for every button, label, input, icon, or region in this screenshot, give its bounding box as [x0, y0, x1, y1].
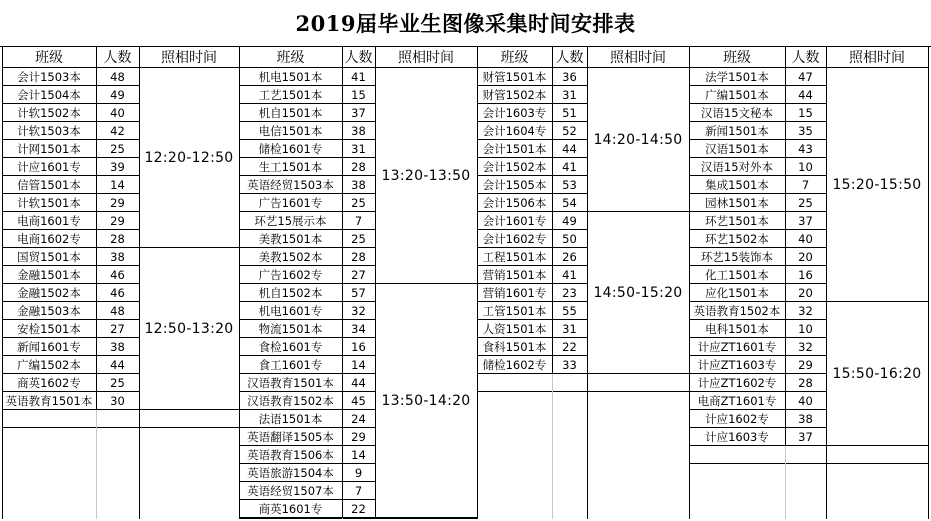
table-column-border	[375, 46, 376, 519]
class-name-cell: 电商ZT1601专	[689, 392, 785, 410]
class-name-cell: 汉语1501本	[689, 140, 785, 158]
class-name-cell: 电商1602专	[2, 230, 96, 248]
student-count-cell: 15	[785, 104, 826, 122]
table-column-border	[2, 46, 3, 519]
student-count-cell: 28	[785, 374, 826, 392]
student-count-cell: 32	[785, 302, 826, 320]
class-name-cell: 会计1505本	[477, 176, 552, 194]
header-class: 班级	[689, 47, 785, 68]
student-count-cell: 49	[96, 86, 139, 104]
header-time: 照相时间	[826, 47, 928, 68]
student-count-cell: 29	[96, 194, 139, 212]
class-name-cell: 物流1501本	[239, 320, 342, 338]
student-count-cell: 45	[342, 392, 375, 410]
empty-cell	[2, 410, 139, 428]
student-count-cell: 7	[785, 176, 826, 194]
student-count-cell: 14	[96, 176, 139, 194]
class-name-cell: 金融1502本	[2, 284, 96, 302]
empty-cell	[689, 446, 826, 464]
class-name-cell: 计应1601专	[2, 158, 96, 176]
empty-cell	[239, 518, 375, 519]
student-count-cell: 22	[552, 338, 587, 356]
class-name-cell: 食检1601专	[239, 338, 342, 356]
table-column-border	[785, 446, 786, 519]
student-count-cell: 20	[785, 284, 826, 302]
student-count-cell: 36	[552, 68, 587, 86]
student-count-cell: 29	[96, 212, 139, 230]
class-name-cell: 广编1502本	[2, 356, 96, 374]
class-name-cell: 会计1602专	[477, 230, 552, 248]
student-count-cell: 29	[785, 356, 826, 374]
class-name-cell: 机电1601专	[239, 302, 342, 320]
student-count-cell: 14	[342, 446, 375, 464]
student-count-cell: 37	[785, 428, 826, 446]
student-count-cell: 27	[342, 266, 375, 284]
class-name-cell: 计应1603专	[689, 428, 785, 446]
class-name-cell: 汉语教育1502本	[239, 392, 342, 410]
class-name-cell: 会计1504本	[2, 86, 96, 104]
class-name-cell: 新闻1601专	[2, 338, 96, 356]
header-class: 班级	[2, 47, 96, 68]
class-name-cell: 会计1503本	[2, 68, 96, 86]
class-name-cell: 计网1501本	[2, 140, 96, 158]
class-name-cell: 法语1501本	[239, 410, 342, 428]
empty-cell	[375, 518, 477, 519]
student-count-cell: 40	[785, 392, 826, 410]
student-count-cell: 40	[785, 230, 826, 248]
student-count-cell: 41	[342, 68, 375, 86]
class-name-cell: 会计1601专	[477, 212, 552, 230]
header-class: 班级	[477, 47, 552, 68]
student-count-cell: 34	[342, 320, 375, 338]
student-count-cell: 38	[96, 338, 139, 356]
student-count-cell: 40	[96, 104, 139, 122]
class-name-cell: 广告1601专	[239, 194, 342, 212]
student-count-cell: 48	[96, 68, 139, 86]
student-count-cell: 25	[785, 194, 826, 212]
time-slot-cell: 14:50-15:20	[587, 212, 689, 374]
student-count-cell: 16	[342, 338, 375, 356]
class-name-cell: 储检1601专	[239, 140, 342, 158]
time-slot-cell: 13:50-14:20	[375, 284, 477, 518]
table-column-border	[96, 46, 97, 410]
time-slot-cell: 12:50-13:20	[139, 248, 239, 410]
class-name-cell: 英语经贸1503本	[239, 176, 342, 194]
table-column-border	[342, 46, 343, 518]
header-time: 照相时间	[139, 47, 239, 68]
class-name-cell: 计应1602专	[689, 410, 785, 428]
time-slot-cell: 15:50-16:20	[826, 302, 928, 446]
class-name-cell: 电科1501本	[689, 320, 785, 338]
class-name-cell: 广编1501本	[689, 86, 785, 104]
student-count-cell: 28	[342, 158, 375, 176]
class-name-cell: 食科1501本	[477, 338, 552, 356]
class-name-cell: 集成1501本	[689, 176, 785, 194]
student-count-cell: 44	[552, 140, 587, 158]
class-name-cell: 英语教育1502本	[689, 302, 785, 320]
header-count: 人数	[552, 47, 587, 68]
class-name-cell: 营销1601专	[477, 284, 552, 302]
student-count-cell: 29	[342, 428, 375, 446]
student-count-cell: 7	[342, 482, 375, 500]
student-count-cell: 10	[785, 320, 826, 338]
student-count-cell: 22	[342, 500, 375, 518]
student-count-cell: 30	[96, 392, 139, 410]
student-count-cell: 49	[552, 212, 587, 230]
student-count-cell: 50	[552, 230, 587, 248]
student-count-cell: 38	[342, 122, 375, 140]
student-count-cell: 48	[96, 302, 139, 320]
table-column-border	[785, 46, 786, 446]
class-name-cell: 广告1602专	[239, 266, 342, 284]
student-count-cell: 25	[342, 194, 375, 212]
empty-cell	[587, 374, 689, 392]
table-column-border	[587, 46, 588, 519]
class-name-cell: 化工1501本	[689, 266, 785, 284]
student-count-cell: 28	[96, 230, 139, 248]
class-name-cell: 会计1604专	[477, 122, 552, 140]
student-count-cell: 42	[96, 122, 139, 140]
header-count: 人数	[96, 47, 139, 68]
student-count-cell: 15	[342, 86, 375, 104]
table-column-border	[96, 410, 97, 519]
student-count-cell: 28	[342, 248, 375, 266]
header-time: 照相时间	[375, 47, 477, 68]
table-column-border	[552, 374, 553, 519]
class-name-cell: 计应ZT1601专	[689, 338, 785, 356]
student-count-cell: 54	[552, 194, 587, 212]
class-name-cell: 计软1501本	[2, 194, 96, 212]
student-count-cell: 41	[552, 266, 587, 284]
class-name-cell: 工艺1501本	[239, 86, 342, 104]
student-count-cell: 46	[96, 266, 139, 284]
student-count-cell: 10	[785, 158, 826, 176]
class-name-cell: 会计1603专	[477, 104, 552, 122]
class-name-cell: 汉语15对外本	[689, 158, 785, 176]
student-count-cell: 46	[96, 284, 139, 302]
student-count-cell: 31	[552, 86, 587, 104]
class-name-cell: 园林1501本	[689, 194, 785, 212]
student-count-cell: 25	[342, 230, 375, 248]
class-name-cell: 会计1501本	[477, 140, 552, 158]
student-count-cell: 32	[785, 338, 826, 356]
class-name-cell: 计软1503本	[2, 122, 96, 140]
table-column-border	[928, 46, 929, 519]
class-name-cell: 机电1501本	[239, 68, 342, 86]
header-count: 人数	[342, 47, 375, 68]
class-name-cell: 工程1501本	[477, 248, 552, 266]
student-count-cell: 43	[785, 140, 826, 158]
header-time: 照相时间	[587, 47, 689, 68]
student-count-cell: 47	[785, 68, 826, 86]
student-count-cell: 57	[342, 284, 375, 302]
student-count-cell: 51	[552, 104, 587, 122]
table-column-border	[239, 46, 240, 519]
class-name-cell: 汉语教育1501本	[239, 374, 342, 392]
table-column-border	[477, 46, 478, 519]
class-name-cell: 储检1602专	[477, 356, 552, 374]
header-class: 班级	[239, 47, 342, 68]
student-count-cell: 53	[552, 176, 587, 194]
student-count-cell: 44	[342, 374, 375, 392]
class-name-cell: 计软1502本	[2, 104, 96, 122]
student-count-cell: 24	[342, 410, 375, 428]
header-count: 人数	[785, 47, 826, 68]
class-name-cell: 新闻1501本	[689, 122, 785, 140]
class-name-cell: 金融1503本	[2, 302, 96, 320]
class-name-cell: 电信1501本	[239, 122, 342, 140]
student-count-cell: 44	[96, 356, 139, 374]
class-name-cell: 美教1501本	[239, 230, 342, 248]
class-name-cell: 人资1501本	[477, 320, 552, 338]
class-name-cell: 安检1501本	[2, 320, 96, 338]
class-name-cell: 环艺15装饰本	[689, 248, 785, 266]
student-count-cell: 27	[96, 320, 139, 338]
student-count-cell: 38	[785, 410, 826, 428]
student-count-cell: 25	[96, 374, 139, 392]
student-count-cell: 55	[552, 302, 587, 320]
student-count-cell: 35	[785, 122, 826, 140]
class-name-cell: 英语旅游1504本	[239, 464, 342, 482]
student-count-cell: 37	[342, 104, 375, 122]
class-name-cell: 美教1502本	[239, 248, 342, 266]
time-slot-cell: 13:20-13:50	[375, 68, 477, 284]
student-count-cell: 14	[342, 356, 375, 374]
class-name-cell: 机自1502本	[239, 284, 342, 302]
class-name-cell: 英语翻译1505本	[239, 428, 342, 446]
class-name-cell: 环艺1501本	[689, 212, 785, 230]
class-name-cell: 食工1601专	[239, 356, 342, 374]
student-count-cell: 39	[96, 158, 139, 176]
student-count-cell: 7	[342, 212, 375, 230]
table-column-border	[139, 46, 140, 519]
student-count-cell: 26	[552, 248, 587, 266]
student-count-cell: 38	[342, 176, 375, 194]
class-name-cell: 计应ZT1602专	[689, 374, 785, 392]
class-name-cell: 国贸1501本	[2, 248, 96, 266]
class-name-cell: 法学1501本	[689, 68, 785, 86]
class-name-cell: 英语经贸1507本	[239, 482, 342, 500]
class-name-cell: 信管1501本	[2, 176, 96, 194]
table-column-border	[826, 46, 827, 519]
class-name-cell: 会计1502本	[477, 158, 552, 176]
class-name-cell: 应化1501本	[689, 284, 785, 302]
student-count-cell: 38	[96, 248, 139, 266]
class-name-cell: 商英1601专	[239, 500, 342, 518]
student-count-cell: 31	[552, 320, 587, 338]
class-name-cell: 财管1501本	[477, 68, 552, 86]
empty-cell	[477, 374, 587, 392]
student-count-cell: 23	[552, 284, 587, 302]
class-name-cell: 环艺1502本	[689, 230, 785, 248]
time-slot-cell: 15:20-15:50	[826, 68, 928, 302]
class-name-cell: 电商1601专	[2, 212, 96, 230]
class-name-cell: 英语教育1506本	[239, 446, 342, 464]
student-count-cell: 16	[785, 266, 826, 284]
class-name-cell: 金融1501本	[2, 266, 96, 284]
class-name-cell: 生工1501本	[239, 158, 342, 176]
page-title: 2019届毕业生图像采集时间安排表	[295, 11, 636, 36]
class-name-cell: 营销1501本	[477, 266, 552, 284]
class-name-cell: 英语教育1501本	[2, 392, 96, 410]
class-name-cell: 机自1501本	[239, 104, 342, 122]
student-count-cell: 25	[96, 140, 139, 158]
class-name-cell: 商英1602专	[2, 374, 96, 392]
table-column-border	[342, 518, 343, 519]
student-count-cell: 31	[342, 140, 375, 158]
class-name-cell: 工管1501本	[477, 302, 552, 320]
class-name-cell: 环艺15展示本	[239, 212, 342, 230]
class-name-cell: 计应ZT1603专	[689, 356, 785, 374]
student-count-cell: 33	[552, 356, 587, 374]
student-count-cell: 44	[785, 86, 826, 104]
empty-cell	[826, 446, 928, 464]
student-count-cell: 32	[342, 302, 375, 320]
student-count-cell: 20	[785, 248, 826, 266]
student-count-cell: 52	[552, 122, 587, 140]
class-name-cell: 会计1506本	[477, 194, 552, 212]
class-name-cell: 财管1502本	[477, 86, 552, 104]
table-column-border	[689, 46, 690, 519]
student-count-cell: 41	[552, 158, 587, 176]
student-count-cell: 9	[342, 464, 375, 482]
class-name-cell: 汉语15文秘本	[689, 104, 785, 122]
empty-cell	[139, 410, 239, 428]
time-slot-cell: 12:20-12:50	[139, 68, 239, 248]
table-column-border	[552, 46, 553, 374]
student-count-cell: 37	[785, 212, 826, 230]
time-slot-cell: 14:20-14:50	[587, 68, 689, 212]
